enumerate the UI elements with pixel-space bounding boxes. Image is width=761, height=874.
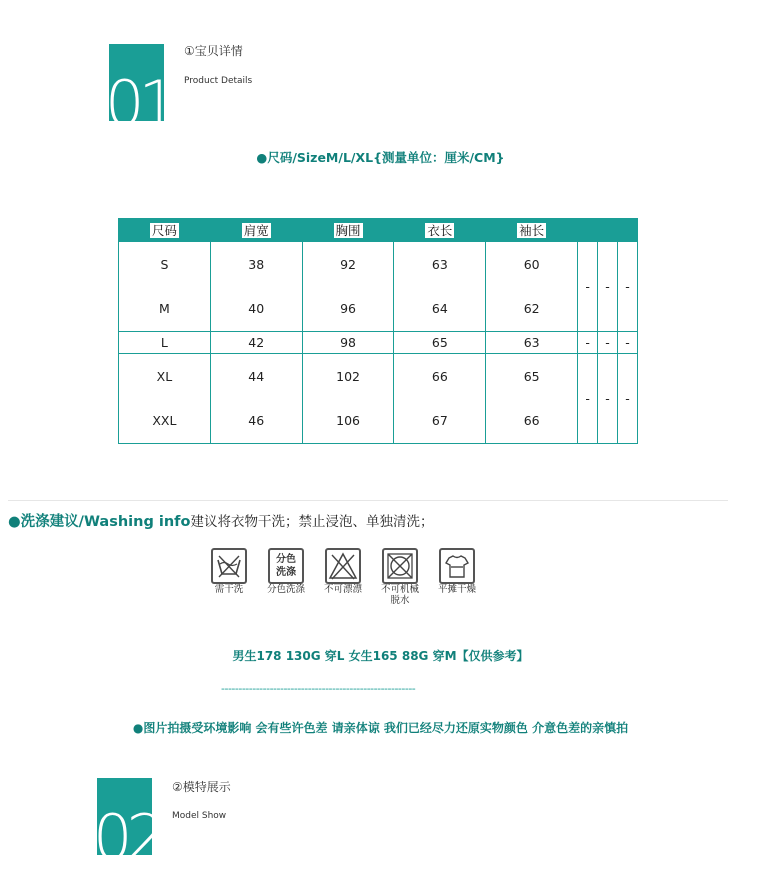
wash-icon-item bbox=[439, 548, 479, 595]
table-row bbox=[119, 354, 638, 444]
model-reference: 男生178 130G 穿L 女生165 88G 穿M【仅供参考】 bbox=[232, 649, 529, 663]
wash-icon-label: 不可漂漂 bbox=[323, 584, 362, 595]
cell-size: XL XXL bbox=[119, 354, 211, 444]
wash-icon-label: 分色洗涤 bbox=[266, 584, 305, 595]
cell-sleeve: 65 66 bbox=[486, 354, 578, 444]
cell-sleeve: 60 62 bbox=[486, 242, 578, 332]
section-number-block bbox=[105, 44, 172, 140]
section-number: 02 bbox=[93, 801, 160, 874]
cell-blank: - bbox=[598, 242, 618, 332]
cell-shoulder: 44 46 bbox=[210, 354, 302, 444]
dry-clean-icon bbox=[211, 548, 247, 584]
washing-line bbox=[8, 510, 433, 531]
cell-blank: - bbox=[578, 354, 598, 444]
section-title-cn: ②模特展示 bbox=[172, 780, 231, 794]
cell-blank: - bbox=[598, 332, 618, 354]
wash-icon-item bbox=[382, 548, 422, 606]
cell-chest: 98 bbox=[302, 332, 394, 354]
wash-icon-item bbox=[211, 548, 251, 595]
cell-blank: - bbox=[618, 354, 638, 444]
cell-blank: - bbox=[578, 242, 598, 332]
cell-shoulder: 38 40 bbox=[210, 242, 302, 332]
table-row bbox=[119, 242, 638, 332]
wash-separately-inner-text: 分色洗涤 bbox=[276, 554, 296, 578]
dashed-divider: -------------------------------------------------------- bbox=[221, 682, 416, 695]
cell-chest: 92 96 bbox=[302, 242, 394, 332]
table-row bbox=[119, 332, 638, 354]
cell-blank: - bbox=[618, 332, 638, 354]
wash-icon-label: 不可机械脱水 bbox=[380, 584, 419, 606]
no-machine-dry-icon bbox=[382, 548, 418, 584]
color-note: ●图片拍摄受环境影响 会有些许色差 请亲体谅 我们已经尽力还原实物颜色 介意色差的亲慎拍 bbox=[132, 721, 629, 735]
header-size: 尺码 bbox=[119, 219, 211, 242]
cell-length: 63 64 bbox=[394, 242, 486, 332]
washing-title: ●洗涤建议/Washing info bbox=[8, 514, 191, 530]
header-chest: 胸围 bbox=[302, 219, 394, 242]
wash-icon-label: 平摊干燥 bbox=[437, 584, 476, 595]
header-blank bbox=[598, 219, 618, 242]
section-title-cn: ①宝贝详情 bbox=[184, 44, 243, 58]
cell-shoulder: 42 bbox=[210, 332, 302, 354]
cell-length: 65 bbox=[394, 332, 486, 354]
wash-separately-icon bbox=[268, 548, 304, 584]
cell-size: L bbox=[119, 332, 211, 354]
washing-text: 建议将衣物干洗；禁止浸泡、单独清洗； bbox=[190, 514, 434, 530]
cell-size: S M bbox=[119, 242, 211, 332]
cell-sleeve: 63 bbox=[486, 332, 578, 354]
cell-chest: 102 106 bbox=[302, 354, 394, 444]
table-header-row bbox=[119, 219, 638, 242]
section-number-block bbox=[93, 778, 160, 874]
wash-icon-item bbox=[325, 548, 365, 595]
section-title-en: Model Show bbox=[172, 811, 227, 821]
flat-dry-icon bbox=[439, 548, 475, 584]
header-blank bbox=[618, 219, 638, 242]
section-title-en: Product Details bbox=[184, 76, 253, 86]
section-divider bbox=[8, 500, 728, 501]
header-length: 衣长 bbox=[394, 219, 486, 242]
section-number: 01 bbox=[105, 67, 172, 140]
cell-blank: - bbox=[598, 354, 618, 444]
header-sleeve: 袖长 bbox=[486, 219, 578, 242]
size-table bbox=[118, 218, 638, 444]
cell-length: 66 67 bbox=[394, 354, 486, 444]
wash-icon-item bbox=[268, 548, 308, 595]
header-blank bbox=[578, 219, 598, 242]
no-bleach-icon bbox=[325, 548, 361, 584]
header-shoulder: 肩宽 bbox=[210, 219, 302, 242]
cell-blank: - bbox=[618, 242, 638, 332]
size-title: ●尺码/SizeM/L/XL{测量单位：厘米/CM} bbox=[256, 150, 505, 165]
cell-blank: - bbox=[578, 332, 598, 354]
wash-icon-label: 需干洗 bbox=[214, 584, 244, 595]
